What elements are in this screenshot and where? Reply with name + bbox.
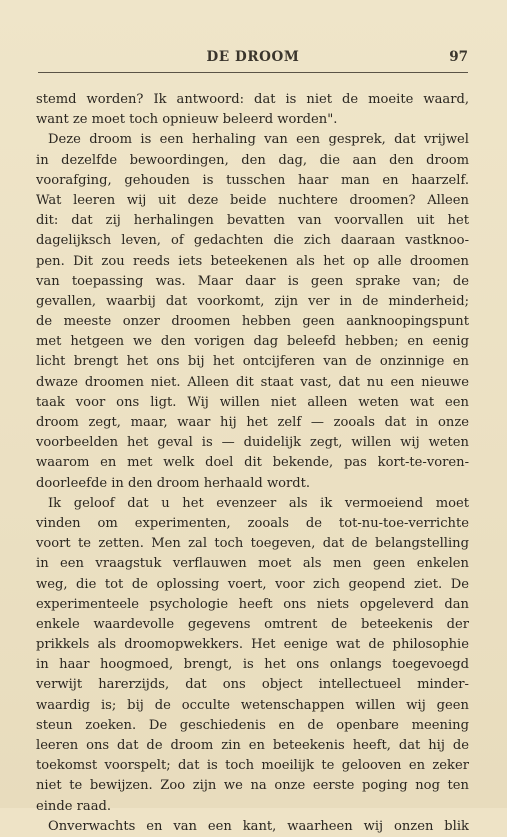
- text-line: voort te zetten. Men zal toch toegeven, dat de belangstelling: [36, 536, 469, 552]
- text-line: Deze droom is een herhaling van een gesprek, dat vrijwel: [48, 132, 469, 148]
- page-number: 97: [449, 49, 468, 65]
- text-line: weg, die tot de oplossing voert, voor zich geopend ziet. De: [36, 576, 469, 592]
- text-line: met hetgeen we den vorigen dag beleefd hebben; en eenig: [36, 334, 469, 350]
- text-line: droom zegt, maar, waar hij het zelf — zooals dat in onze: [36, 415, 469, 430]
- text-line: in een vraagstuk verflauwen moet als men geen enkelen: [36, 556, 469, 572]
- text-line: pen. Dit zou reeds iets beteekenen als het op alle droomen: [36, 253, 469, 269]
- text-line: experimenteele psychologie heeft ons niets opgeleverd dan: [36, 596, 469, 612]
- text-line: in dezelfde bewoordingen, den dag, die aan den droom: [36, 152, 469, 168]
- text-line: waarom en met welk doel dit bekende, pas kort-te-voren-: [36, 455, 469, 471]
- text-line: taak voor ons ligt. Wij willen niet alleen weten wat een: [36, 394, 469, 410]
- text-line: toekomst voorspelt; dat is toch moeilijk te gelooven en zeker: [36, 758, 469, 774]
- text-line: dagelijksch leven, of gedachten die zich daaraan vastknoo-: [36, 233, 469, 249]
- page-header: [38, 49, 468, 69]
- text-line: licht brengt het ons bij het ontcijferen van de onzinnige en: [36, 354, 469, 370]
- text-line: waardig is; bij de occulte wetenschappen willen wij geen: [36, 697, 469, 713]
- text-line: de meeste onzer droomen hebben geen aanknoopingspunt: [36, 314, 469, 330]
- text-line: Onverwachts en van een kant, waarheen wij onzen blik: [48, 818, 469, 834]
- text-line: steun zoeken. De geschiedenis en de openbare meening: [36, 717, 469, 733]
- text-line: doorleefde in den droom herhaald wordt.: [36, 475, 311, 491]
- running-title: DE DROOM: [206, 49, 300, 65]
- text-line: vinden om experimenten, zooals de tot-nu-toe-verrichte: [36, 515, 469, 531]
- text-line: verwijt harerzijds, dat ons object intellectueel minder-: [36, 677, 469, 693]
- text-line: dit: dat zij herhalingen bevatten van voorvallen uit het: [36, 213, 469, 229]
- text-line: leeren ons dat de droom zin en beteekenis heeft, dat hij de: [36, 738, 469, 753]
- text-line: stemd worden? Ik antwoord: dat is niet de moeite waard,: [36, 92, 469, 107]
- text-line: einde raad.: [36, 798, 112, 814]
- body-text: [36, 90, 469, 837]
- text-line: Ik geloof dat u het evenzeer als ik vermoeiend moet: [48, 495, 469, 511]
- text-line: Wat leeren wij uit deze beide nuchtere droomen? Alleen: [36, 192, 469, 208]
- text-line: voorbeelden het geval is — duidelijk zegt, willen wij weten: [36, 435, 469, 451]
- text-line: want ze moet toch opnieuw beleerd worden".: [36, 112, 338, 128]
- text-line: prikkels als droomopwekkers. Het eenige wat de philosophie: [36, 637, 469, 653]
- text-line: in haar hoogmoed, brengt, is het ons onlangs toegevoegd: [36, 657, 469, 673]
- text-line: voorafging, gehouden is tusschen haar man en haarzelf.: [36, 172, 469, 188]
- header-rule: [38, 72, 468, 73]
- text-line: dwaze droomen niet. Alleen dit staat vast, dat nu een nieuwe: [36, 374, 469, 390]
- text-line: niet te bewijzen. Zoo zijn we na onze eerste poging nog ten: [36, 778, 469, 794]
- text-line: van toepassing was. Maar daar is geen sprake van; de: [36, 273, 469, 289]
- text-line: enkele waardevolle gegevens omtrent de beteekenis der: [36, 616, 469, 632]
- text-line: gevallen, waarbij dat voorkomt, zijn ver in de minderheid;: [36, 293, 469, 309]
